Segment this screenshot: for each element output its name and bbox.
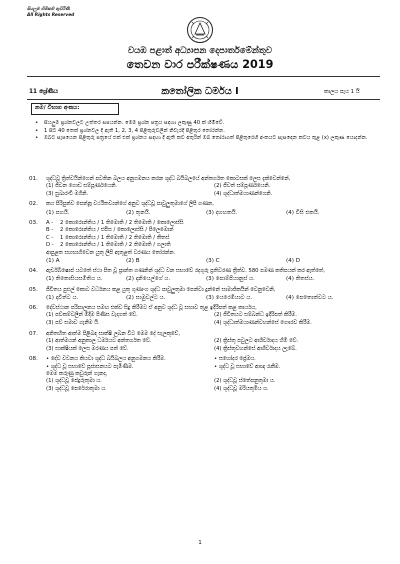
bullet-icon: • <box>35 135 39 142</box>
answer-option[interactable]: (4) තිතස්ය. <box>286 276 315 283</box>
question-item <box>29 176 383 198</box>
question-text: කය පිරිපුන්ව පෙන්නූ වර්ථිතව්‍යන්ගේ අනුව ශුද්ධවූ පාවුලුතුමාගේ ලිපි ගණන, <box>46 201 214 208</box>
instruction-item: • 1 සිට 40 තෙක් ප්‍රශ්නවල දී ඇති 1, 2, 3, 4 පිළිතුරුවලින් නිවැරදි පිළිතුර තෝරන්න. <box>35 127 225 134</box>
statement-text: 1 කොරොන්තිය / 1 තිමොති / 2 තිමොති / තීතස් <box>60 234 170 241</box>
question-text: මෙම කරුණු කවුරුන් ගැනද, <box>46 371 108 378</box>
statement-text: • සහෝදර ප්‍රේමය. <box>214 356 256 363</box>
statement-letter: B - <box>46 227 54 234</box>
bullet-icon: • <box>35 120 39 126</box>
answer-option[interactable]: (3) C <box>206 257 220 264</box>
statement-letter: A - <box>46 220 54 227</box>
instruction-item: • සියලුම ප්‍රශ්නවලට උත්තර සපයන්න. මෙම ප්‍රශ්න පත්‍රය සඳහා ලකුණු 40 ක් හිමිවේ. <box>35 120 225 126</box>
question-text: ආපුළත සහභාගිවෙන යුතු ලිපි ඇතුළත් වරණය තෝරන්න. <box>46 249 176 256</box>
answer-option[interactable]: (4) ක්‍රිස්තුවහන්සේ ආශීර්වාදය ලැබේ. <box>214 345 297 352</box>
question-text: ශුද්ධවූ ත්‍රිත්වයින්ගෙන් පවතින බලය අනුගමනය කරන ශුද්ධ බයිබලයේ අන්තර්ගත කොටසක් ලෙස දැක්වෙන්නේ, <box>46 176 291 182</box>
instruction-item: • ඔබට සැපයෙන පිළිතුරු පත්‍රයේ එක් එක් ප්‍රශ්නය සඳහා දී ඇති කව අතුරින් ඔබ තෝරාගත් පිළිතුරෙහි අංකයට සැසඳෙන කවය තුළ (x) ලකුණ යොදන්න. <box>35 135 368 142</box>
answer-option[interactable]: (3) පොම්පියානුස් ය. <box>206 276 255 283</box>
question-item <box>29 305 383 327</box>
statement-text: 2 කොරොන්තිය / 1 තිමොති / 2 තිමොති / ගලාති <box>60 242 171 249</box>
name-index-box[interactable] <box>31 103 119 115</box>
page-number: 1 <box>198 540 202 546</box>
statement-text: • ශුද්ධ වූ සභාවේ ආඥා රැකීම. <box>214 363 281 370</box>
answer-option[interactable]: (4) පෙතොත්වට ය. <box>286 294 334 301</box>
answer-options <box>46 209 383 217</box>
divider <box>27 76 380 77</box>
question-number: 06. <box>29 305 38 312</box>
divider <box>27 99 380 100</box>
question-item <box>29 356 383 393</box>
statement-letter: D - <box>46 242 54 249</box>
answer-options <box>46 257 383 265</box>
question-text: දේවස්ථාන පරිපාලනය සමඟ එක්ව සිදු කිරීමට ඒ අනුව ශුද්ධ වූ සභාව තුළ ඉදිරිපත් කළ කාර්යය, <box>46 305 257 312</box>
answer-option[interactable]: (2) ජීවත් සම්පූර්ණයෙනි. <box>214 183 271 190</box>
statement-list <box>46 356 383 371</box>
question-number: 02. <box>29 201 38 208</box>
question-text: ඇර්ච්බිෂොප් යටතේ ස්ථා පිත වූ ප්‍රාන්ත ගණනින් ශුද්ධ වන සභාවේ රදගුරු ප්‍රතිවරණ ත්‍රීත්ව. 580 පමණ කතිපයක් කර ඇත්තේ, <box>46 268 325 275</box>
question-number: 03. <box>29 220 38 227</box>
emblem-icon <box>186 16 214 44</box>
answer-option[interactable]: (3) යෙරෙමියාට ය. <box>206 294 253 301</box>
answer-option[interactable]: (1) ආත්මයන් අනුකාල ධර්මයට අන්තර්ගත වේ. <box>46 337 152 344</box>
statement-row <box>46 227 383 234</box>
grade-label: 11 ශ්‍රේණිය <box>29 89 58 95</box>
answer-option[interactable]: (3) ශුද්ධවූ පෙරේරාතුමා ය. <box>46 385 107 392</box>
answer-option[interactable]: (3) සුබාරංචි මගිනි. <box>46 190 89 197</box>
answer-option[interactable]: (2) ක්‍රිස්තු පවුලට ආශීර්වාදය හිමි වේ. <box>214 337 299 344</box>
answer-option[interactable]: (3) දහහතයි. <box>206 209 238 216</box>
statement-list <box>46 220 383 250</box>
answer-options <box>46 312 383 327</box>
answer-option[interactable]: (1) ජීවන ගොඩ සම්පූර්ණයෙනි. <box>46 183 118 190</box>
question-item <box>29 201 383 217</box>
question-number: 05. <box>29 286 38 293</box>
answer-options <box>46 183 383 198</box>
duration-label: කාලය පැය 1 යි <box>324 89 360 95</box>
bullet-icon: • <box>35 127 39 134</box>
answer-option[interactable]: (4) ශුද්ධාත්මයාණන්ගෙනි. <box>214 190 273 197</box>
answer-options <box>46 338 383 353</box>
subject-title: කතෝලික ධර්මය I <box>161 86 239 97</box>
answer-option[interactable]: (1) දාවිත්ට ය. <box>46 294 79 301</box>
answer-option[interactable]: (1) පව්කම්වලින් මිදීම පිණිස වැදගත් වේ. <box>46 312 138 319</box>
answer-option[interactable]: (2) තුනයි. <box>126 209 151 216</box>
instructions <box>35 120 381 143</box>
question-number: 08. <box>29 356 38 363</box>
copyright-sinhala: සියලුම හිමිකම් ඇවිරිණි <box>27 7 70 12</box>
question-number: 01. <box>29 176 38 182</box>
question-item <box>29 287 383 303</box>
answer-option[interactable]: (1) පහයි. <box>46 209 70 216</box>
statement-text: 2 කොරොන්තිය / 1 තිමොති / 2 තිමොති / කොලොස්සි <box>60 220 184 227</box>
answer-option[interactable]: (2) ශුද්ධවූ ස්තේපනුතුමා ය. <box>214 378 276 385</box>
answer-option[interactable]: (3) පව් සමාව ගැනීම යි. <box>46 320 100 327</box>
question-list <box>29 176 383 397</box>
answer-option[interactable]: (4) විසි එකයි. <box>286 209 320 216</box>
question-text: ජීවිතය පුළුල් කොට වර්ධනය කළ යුතු ගුණාංග ශුද්ධ පාවුලුතුමා පෙන්වා දුන්නේ සාමාජිකයින් වෙනුවෙනි, <box>46 286 276 293</box>
question-text: අනිතහිත ආත්ම පිළිබඳ සාක්ෂි ලබන විට මෙම දේ සැලකුවේ, <box>46 330 181 337</box>
statement-row <box>46 242 383 249</box>
copyright-english: All Rights Reserved <box>27 12 75 18</box>
exam-title: තෙවන වාර පරීක්ෂණය 2019 <box>126 58 274 71</box>
statement-letter: C - <box>46 234 54 241</box>
copyright-notice <box>27 7 74 18</box>
statement-text: 2 කොරොන්තිය / එපීස / කොලොස්සි / පිලෙමොන් <box>60 227 174 234</box>
answer-option[interactable]: (2) සාමුවල්ට ය. <box>126 294 166 301</box>
name-index-label: නම/ විභාග අංකය: <box>35 105 80 111</box>
answer-option[interactable]: (4) ශුද්ධවූ මරියතුමිය ය. <box>214 385 269 392</box>
question-number: 04. <box>29 268 38 275</box>
question-number: 07. <box>29 330 38 337</box>
answer-options <box>46 294 383 302</box>
answer-option[interactable]: (1) ශුද්ධවූ පේදුරුතුමා ය. <box>46 378 102 385</box>
answer-options <box>46 378 383 393</box>
answer-option[interactable]: (4) ශුද්ධාත්මයාණන්වහන්සේ ගෞරව කිරීම. <box>214 320 312 327</box>
answer-option[interactable]: (2) ජීවිතයට සම්බන්ධ ඉදිරිපත් කිරීම. <box>214 312 297 319</box>
answer-option[interactable]: (1) A <box>46 257 60 264</box>
answer-options <box>46 275 383 283</box>
answer-option[interactable]: (1) තිතොසියසමිතිය ය. <box>46 276 103 283</box>
answer-option[interactable]: (4) D <box>286 257 301 264</box>
statement-text: • ශුද්ධ වූ සභාවේ පූජාසනයට පැමිණීම. <box>46 363 134 370</box>
answer-option[interactable]: (3) සාක්ෂියක් ලෙස මරණය පත් වේ. <box>46 345 129 352</box>
answer-option[interactable]: (2) B <box>126 257 140 264</box>
question-item <box>29 331 383 353</box>
question-item <box>29 268 383 284</box>
answer-option[interactable]: (2) දානියෙල්ගේ ය. <box>126 276 171 283</box>
statement-text: • දේව වචනය කියවා ශුද්ධ බයිබලය අනුගමනය කිරීම. <box>46 356 166 363</box>
question-item <box>29 220 383 265</box>
department-heading: වයඹ පළාත් අධ්‍යාපන දෙපාර්තමේන්තුව <box>127 46 273 56</box>
